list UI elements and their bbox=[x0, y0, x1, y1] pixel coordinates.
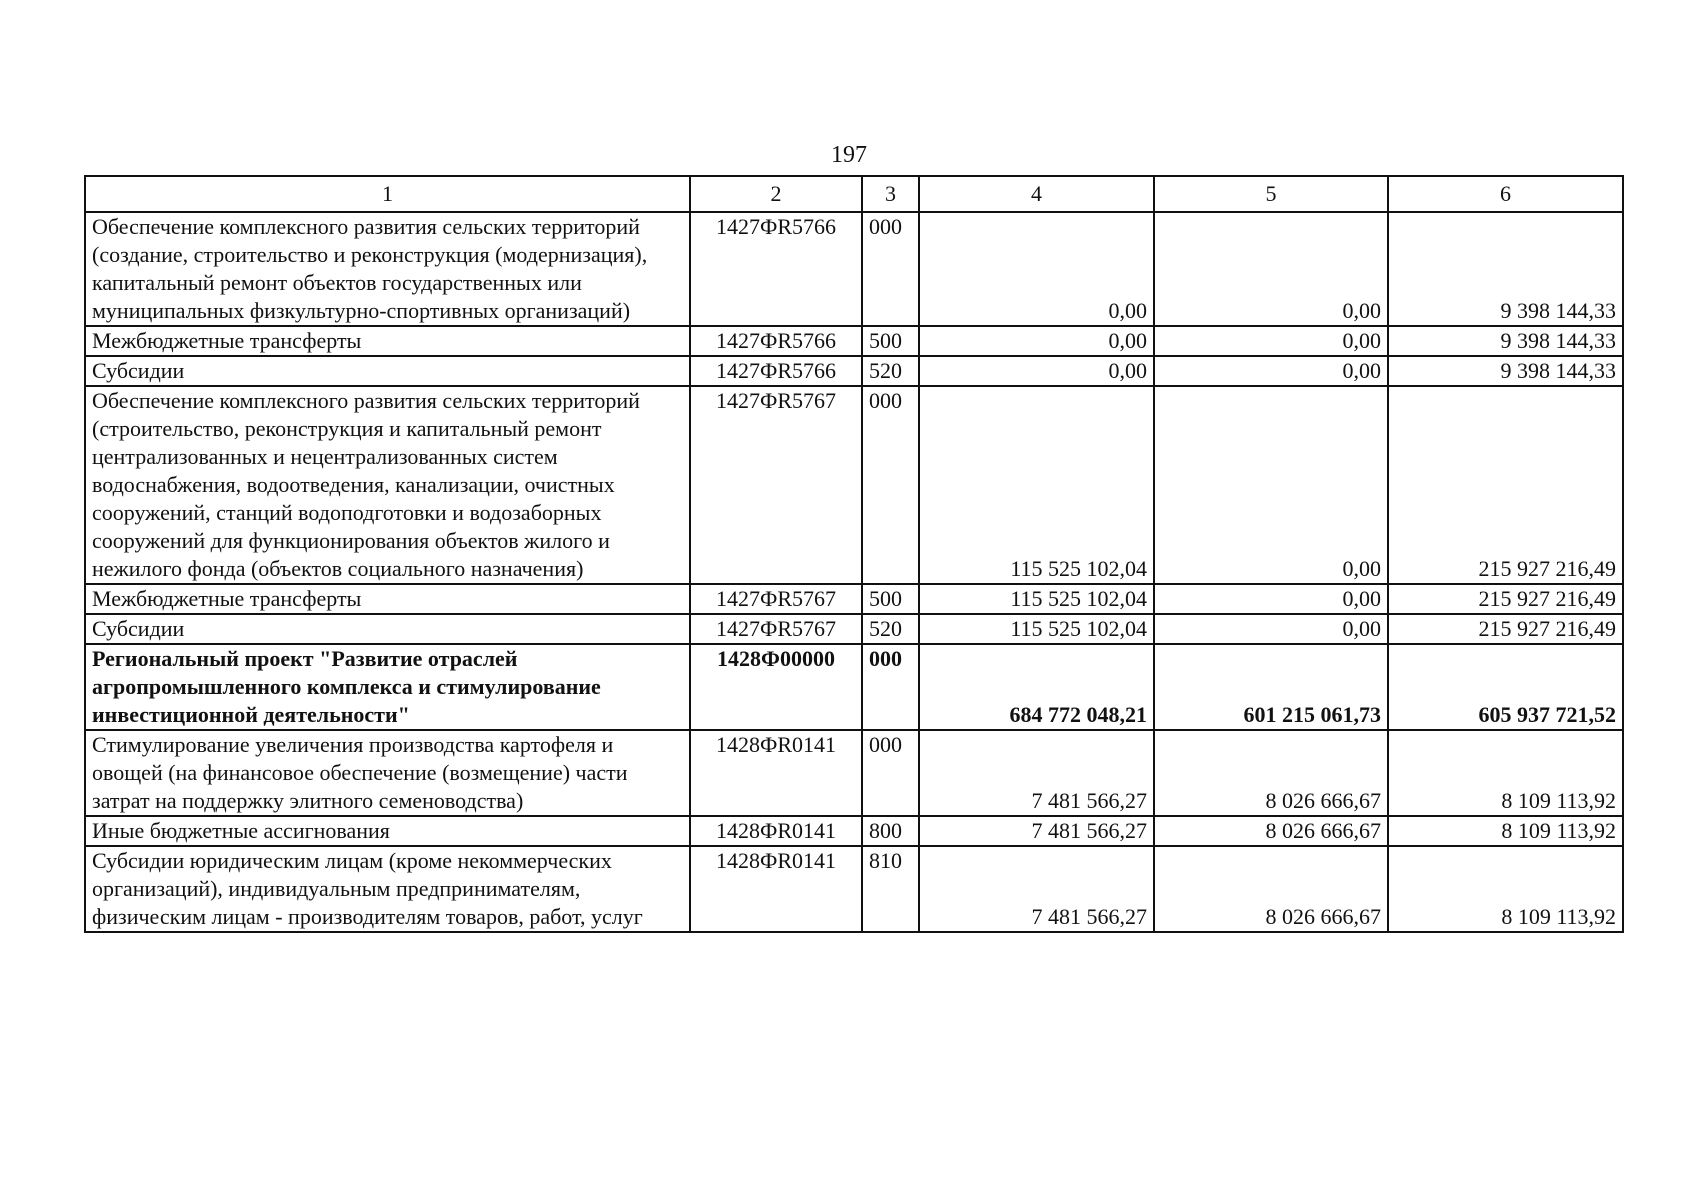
row-expense-type: 800 bbox=[862, 816, 919, 846]
row-amount-col5: 0,00 bbox=[1154, 386, 1388, 584]
row-amount-col5: 0,00 bbox=[1154, 356, 1388, 386]
header-row bbox=[85, 176, 1623, 212]
row-target-code: 1427ФR5767 bbox=[690, 614, 862, 644]
row-amount-col6: 8 109 113,92 bbox=[1388, 816, 1623, 846]
row-name: Субсидии bbox=[85, 356, 690, 386]
column-header-6: 6 bbox=[1388, 176, 1623, 212]
row-amount-col4: 115 525 102,04 bbox=[919, 614, 1154, 644]
row-name: Межбюджетные трансферты bbox=[85, 584, 690, 614]
row-amount-col5: 0,00 bbox=[1154, 614, 1388, 644]
row-amount-col5: 8 026 666,67 bbox=[1154, 816, 1388, 846]
row-expense-type: 000 bbox=[862, 644, 919, 730]
row-amount-col4: 115 525 102,04 bbox=[919, 386, 1154, 584]
row-expense-type: 000 bbox=[862, 730, 919, 816]
row-amount-col6: 215 927 216,49 bbox=[1388, 386, 1623, 584]
row-amount-col6: 8 109 113,92 bbox=[1388, 846, 1623, 932]
row-amount-col6: 9 398 144,33 bbox=[1388, 356, 1623, 386]
row-amount-col5: 0,00 bbox=[1154, 584, 1388, 614]
row-target-code: 1427ФR5766 bbox=[690, 326, 862, 356]
row-amount-col6: 8 109 113,92 bbox=[1388, 730, 1623, 816]
row-amount-col6: 9 398 144,33 bbox=[1388, 326, 1623, 356]
row-expense-type: 810 bbox=[862, 846, 919, 932]
row-amount-col6: 215 927 216,49 bbox=[1388, 584, 1623, 614]
table-row bbox=[85, 386, 1623, 584]
row-amount-col5: 8 026 666,67 bbox=[1154, 730, 1388, 816]
row-amount-col4: 7 481 566,27 bbox=[919, 730, 1154, 816]
table-row bbox=[85, 614, 1623, 644]
row-amount-col5: 0,00 bbox=[1154, 212, 1388, 326]
row-expense-type: 500 bbox=[862, 584, 919, 614]
row-amount-col6: 215 927 216,49 bbox=[1388, 614, 1623, 644]
row-amount-col4: 0,00 bbox=[919, 212, 1154, 326]
page-number: 197 bbox=[831, 142, 867, 168]
row-name: Субсидии юридическим лицам (кроме некоммерческих организаций), индивидуальным предпринимателям, физическим лицам - производителям товаров, работ, услуг bbox=[85, 846, 690, 932]
table-row bbox=[85, 730, 1623, 816]
row-target-code: 1427ФR5766 bbox=[690, 356, 862, 386]
row-target-code: 1428ФR0141 bbox=[690, 846, 862, 932]
row-name: Иные бюджетные ассигнования bbox=[85, 816, 690, 846]
row-name: Межбюджетные трансферты bbox=[85, 326, 690, 356]
budget-table bbox=[84, 175, 1624, 933]
row-name: Стимулирование увеличения производства картофеля и овощей (на финансовое обеспечение (возмещение) части затрат на поддержку элитного семеноводства) bbox=[85, 730, 690, 816]
column-header-4: 4 bbox=[919, 176, 1154, 212]
row-expense-type: 000 bbox=[862, 386, 919, 584]
row-amount-col4: 7 481 566,27 bbox=[919, 846, 1154, 932]
row-amount-col4: 0,00 bbox=[919, 326, 1154, 356]
row-amount-col5: 0,00 bbox=[1154, 326, 1388, 356]
row-name: Обеспечение комплексного развития сельских территорий (создание, строительство и реконструкция (модернизация), капитальный ремонт объектов государственных или муниципальных физкультурно-спортивных организаций) bbox=[85, 212, 690, 326]
table-row bbox=[85, 846, 1623, 932]
row-amount-col4: 7 481 566,27 bbox=[919, 816, 1154, 846]
table-row-project bbox=[85, 644, 1623, 730]
row-name: Обеспечение комплексного развития сельских территорий (строительство, реконструкция и капитальный ремонт централизованных и нецентрализованных систем водоснабжения, водоотведения, канализации, очистных сооружений, станций водоподготовки и водозаборных сооружений для функционирования объектов жилого и нежилого фонда (объектов социального назначения) bbox=[85, 386, 690, 584]
row-amount-col4: 684 772 048,21 bbox=[919, 644, 1154, 730]
row-expense-type: 520 bbox=[862, 614, 919, 644]
row-expense-type: 000 bbox=[862, 212, 919, 326]
row-target-code: 1428ФR0141 bbox=[690, 816, 862, 846]
row-target-code: 1427ФR5767 bbox=[690, 584, 862, 614]
column-header-1: 1 bbox=[85, 176, 690, 212]
row-amount-col4: 0,00 bbox=[919, 356, 1154, 386]
column-header-3: 3 bbox=[862, 176, 919, 212]
row-expense-type: 520 bbox=[862, 356, 919, 386]
table-row bbox=[85, 584, 1623, 614]
row-amount-col6: 9 398 144,33 bbox=[1388, 212, 1623, 326]
table-row bbox=[85, 212, 1623, 326]
row-name: Региональный проект "Развитие отраслей агропромышленного комплекса и стимулирование инвестиционной деятельности" bbox=[85, 644, 690, 730]
row-amount-col6: 605 937 721,52 bbox=[1388, 644, 1623, 730]
row-target-code: 1428ФR0141 bbox=[690, 730, 862, 816]
row-target-code: 1427ФR5766 bbox=[690, 212, 862, 326]
table-row bbox=[85, 816, 1623, 846]
column-header-2: 2 bbox=[690, 176, 862, 212]
column-header-5: 5 bbox=[1154, 176, 1388, 212]
row-amount-col5: 8 026 666,67 bbox=[1154, 846, 1388, 932]
row-amount-col5: 601 215 061,73 bbox=[1154, 644, 1388, 730]
row-target-code: 1428Ф00000 bbox=[690, 644, 862, 730]
table-row bbox=[85, 356, 1623, 386]
row-amount-col4: 115 525 102,04 bbox=[919, 584, 1154, 614]
row-name: Субсидии bbox=[85, 614, 690, 644]
table-row bbox=[85, 326, 1623, 356]
row-expense-type: 500 bbox=[862, 326, 919, 356]
row-target-code: 1427ФR5767 bbox=[690, 386, 862, 584]
